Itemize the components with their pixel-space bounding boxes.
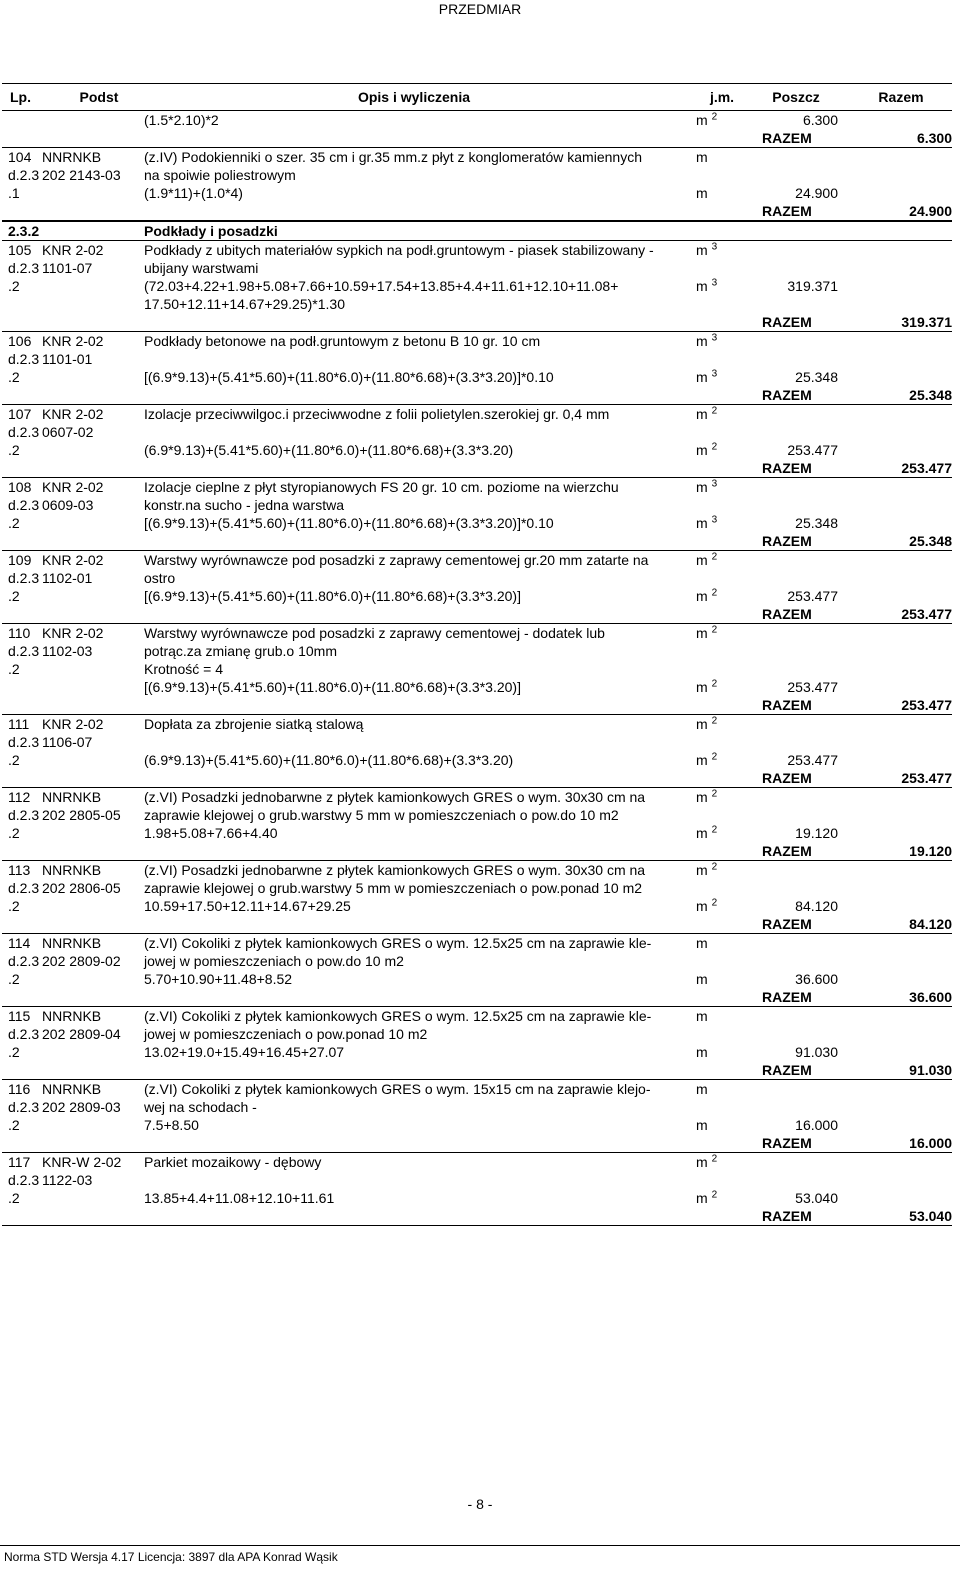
item-podst: 1106-07 xyxy=(42,734,93,750)
item-description: (z.VI) Cokoliki z płytek kamionkowych GRES o wym. 15x15 cm na zaprawie klejo- xyxy=(144,1081,651,1097)
item-lp: 107 xyxy=(8,406,32,422)
item-line xyxy=(2,715,952,733)
item-razem: RAZEM 84.120 xyxy=(762,916,952,932)
section-code: 2.3.2 xyxy=(8,223,40,239)
item-line xyxy=(2,1116,952,1134)
item-line xyxy=(2,1153,952,1171)
item-lp: .2 xyxy=(8,442,20,458)
top-calc-formula: (1.5*2.10)*2 xyxy=(144,112,219,128)
item-razem: RAZEM 16.000 xyxy=(762,1135,952,1151)
item-description: (z.IV) Podokienniki o szer. 35 cm i gr.35 mm.z płyt z konglomeratów kamiennych xyxy=(144,149,642,165)
item-lp: d.2.3 xyxy=(8,570,40,586)
header-posz: Poszcz xyxy=(772,89,820,105)
item-line xyxy=(2,934,952,952)
item-razem: RAZEM 91.030 xyxy=(762,1062,952,1078)
item-podst xyxy=(38,295,142,313)
section-row xyxy=(2,221,952,241)
item-line xyxy=(2,1043,952,1061)
item-line xyxy=(2,184,952,202)
item-lp: 104 xyxy=(8,149,32,165)
item-lp: 105 xyxy=(8,242,32,258)
item-podst: KNR 2-02 xyxy=(42,625,104,641)
item-line xyxy=(2,350,952,368)
item-description: (z.VI) Posadzki jednobarwne z płytek kamionkowych GRES o wym. 30x30 cm na xyxy=(144,789,646,805)
item-lp: d.2.3 xyxy=(8,351,40,367)
header-razem: Razem xyxy=(878,89,924,105)
item-description: ostro xyxy=(144,570,176,586)
item-description: Izolacje cieplne z płyt styropianowych FS 20 gr. 10 cm. poziome na wierzchu xyxy=(144,479,619,495)
item-line xyxy=(2,241,952,259)
item-line xyxy=(2,952,952,970)
item-formula: (6.9*9.13)+(5.41*5.60)+(11.80*6.0)+(11.80*6.68)+(3.3*3.20) xyxy=(144,442,514,458)
item-podst: NNRNKB xyxy=(42,149,102,165)
item-podst xyxy=(38,514,142,532)
item-line xyxy=(2,514,952,532)
item-value: 16.000 xyxy=(795,1117,838,1133)
item-podst: 202 2805-05 xyxy=(42,807,121,823)
item-record xyxy=(2,934,952,1007)
item-podst: 1101-07 xyxy=(42,260,93,276)
item-lp: .2 xyxy=(8,1044,20,1060)
item-unit: m xyxy=(696,1081,708,1097)
item-lp: d.2.3 xyxy=(8,807,40,823)
item-razem: RAZEM 25.348 xyxy=(762,533,952,549)
item-unit: m xyxy=(696,1008,708,1024)
item-lp: 110 xyxy=(8,625,31,641)
item-podst: 202 2809-03 xyxy=(42,1099,121,1115)
item-podst xyxy=(38,1189,142,1207)
item-description: Izolacje przeciwwilgoc.i przeciwwodne z folii polietylen.szerokiej gr. 0,4 mm xyxy=(144,406,610,422)
item-calc-unit: m xyxy=(696,971,708,987)
page-title: PRZEDMIAR xyxy=(438,1,522,17)
item-value: 319.371 xyxy=(787,278,838,294)
item-line xyxy=(2,277,952,295)
item-record xyxy=(2,715,952,788)
item-value: 253.477 xyxy=(787,442,838,458)
item-record xyxy=(2,332,952,405)
item-razem: RAZEM 253.477 xyxy=(762,606,952,622)
item-line xyxy=(2,788,952,806)
item-lp: 108 xyxy=(8,479,32,495)
item-description: Parkiet mozaikowy - dębowy xyxy=(144,1154,322,1170)
item-record xyxy=(2,1007,952,1080)
item-podst: 1102-03 xyxy=(42,643,93,659)
item-podst xyxy=(38,970,142,988)
item-lp: d.2.3 xyxy=(8,643,40,659)
section-title: Podkłady i posadzki xyxy=(144,223,278,239)
item-calc-unit: m $^2$ xyxy=(696,824,718,841)
license-text: Norma STD Wersja 4.17 Licencja: 3897 dla APA Konrad Wąsik xyxy=(4,1550,338,1564)
item-record xyxy=(2,861,952,934)
item-description: Dopłata za zbrojenie siatką stalową xyxy=(144,716,364,732)
item-lp: d.2.3 xyxy=(8,953,40,969)
item-formula: 13.02+19.0+15.49+16.45+27.07 xyxy=(144,1044,345,1060)
item-lp: .2 xyxy=(8,369,20,385)
item-line xyxy=(2,751,952,769)
item-lp: d.2.3 xyxy=(8,1026,40,1042)
item-formula: (6.9*9.13)+(5.41*5.60)+(11.80*6.0)+(11.80*6.68)+(3.3*3.20) xyxy=(144,752,514,768)
item-lp: .1 xyxy=(8,185,20,201)
item-podst xyxy=(38,751,142,769)
item-description: Podkłady betonowe na podł.gruntowym z betonu B 10 gr. 10 cm xyxy=(144,333,541,349)
item-description: ubijany warstwami xyxy=(144,260,259,276)
item-line xyxy=(2,441,952,459)
item-line xyxy=(2,678,952,696)
item-description: jowej w pomieszczeniach o pow.ponad 10 m2 xyxy=(144,1026,428,1042)
item-razem: RAZEM 19.120 xyxy=(762,843,952,859)
page-number: - 8 - xyxy=(467,1496,493,1512)
item-line xyxy=(2,551,952,569)
item-lp: 117 xyxy=(8,1154,31,1170)
item-value: 25.348 xyxy=(795,369,838,385)
item-podst xyxy=(38,897,142,915)
item-lp: 115 xyxy=(8,1008,31,1024)
item-formula: [(6.9*9.13)+(5.41*5.60)+(11.80*6.0)+(11.80*6.68)+(3.3*3.20)] xyxy=(144,588,521,604)
item-line xyxy=(2,1080,952,1098)
item-lp: .2 xyxy=(8,898,20,914)
item-podst: KNR 2-02 xyxy=(42,333,104,349)
item-lp: 114 xyxy=(8,935,31,951)
item-lp: d.2.3 xyxy=(8,424,40,440)
item-podst xyxy=(38,441,142,459)
item-line xyxy=(2,148,952,166)
item-description: potrąc.za zmianę grub.o 10mm xyxy=(144,643,337,659)
item-line xyxy=(2,405,952,423)
item-line xyxy=(2,166,952,184)
item-calc-unit: m $^3$ xyxy=(696,368,718,385)
item-lp: 112 xyxy=(8,789,31,805)
item-podst: 0609-03 xyxy=(42,497,94,513)
item-lp: d.2.3 xyxy=(8,260,40,276)
header-lp: Lp. xyxy=(10,89,31,105)
item-lp: d.2.3 xyxy=(8,1099,40,1115)
item-record xyxy=(2,241,952,332)
item-record xyxy=(2,551,952,624)
header-jm: j.m. xyxy=(709,89,735,105)
item-razem: RAZEM 253.477 xyxy=(762,460,952,476)
item-line xyxy=(2,879,952,897)
item-line xyxy=(2,1189,952,1207)
item-calc-unit: m $^3$ xyxy=(696,514,718,531)
item-formula: 17.50+12.11+14.67+29.25)*1.30 xyxy=(144,296,345,312)
item-line xyxy=(2,897,952,915)
item-unit: m $^3$ xyxy=(696,478,718,495)
item-formula: 13.85+4.4+11.08+12.10+11.61 xyxy=(144,1190,335,1206)
item-podst: 202 2809-04 xyxy=(42,1026,121,1042)
item-lp: .2 xyxy=(8,1117,20,1133)
item-unit: m $^2$ xyxy=(696,788,718,805)
item-lp: 109 xyxy=(8,552,32,568)
item-line xyxy=(2,259,952,277)
item-calc-unit: m $^2$ xyxy=(696,678,718,695)
item-line xyxy=(2,861,952,879)
item-lp: d.2.3 xyxy=(8,497,40,513)
item-value: 36.600 xyxy=(795,971,838,987)
item-lp: d.2.3 xyxy=(8,167,40,183)
item-line xyxy=(2,806,952,824)
item-unit: m $^2$ xyxy=(696,624,718,641)
item-podst: 1101-01 xyxy=(42,351,93,367)
item-line xyxy=(2,824,952,842)
item-description: (z.VI) Cokoliki z płytek kamionkowych GRES o wym. 12.5x25 cm na zaprawie kle- xyxy=(144,935,652,951)
item-value: 24.900 xyxy=(795,185,838,201)
item-razem: RAZEM 253.477 xyxy=(762,770,952,786)
item-podst: KNR 2-02 xyxy=(42,716,104,732)
item-calc-unit: m xyxy=(696,1044,708,1060)
item-record xyxy=(2,1153,952,1226)
item-podst: KNR 2-02 xyxy=(42,552,104,568)
item-lp xyxy=(2,678,38,696)
item-calc-unit: m $^2$ xyxy=(696,1189,718,1206)
item-line xyxy=(2,1025,952,1043)
item-record xyxy=(2,624,952,715)
item-podst: 202 2809-02 xyxy=(42,953,121,969)
item-lp: .2 xyxy=(8,752,20,768)
item-record xyxy=(2,1080,952,1153)
item-podst xyxy=(38,1116,142,1134)
item-unit: m $^2$ xyxy=(696,405,718,422)
item-value: 253.477 xyxy=(787,588,838,604)
item-lp: 116 xyxy=(8,1081,31,1097)
item-calc-unit: m xyxy=(696,1117,708,1133)
item-calc-unit: m $^2$ xyxy=(696,441,718,458)
item-description: wej na schodach - xyxy=(144,1099,257,1115)
item-lp xyxy=(2,295,38,313)
item-lp: d.2.3 xyxy=(8,1172,40,1188)
item-lp: .2 xyxy=(8,971,20,987)
item-podst xyxy=(38,678,142,696)
item-line xyxy=(2,642,952,660)
item-podst xyxy=(38,368,142,386)
item-podst: NNRNKB xyxy=(42,789,102,805)
item-value: 25.348 xyxy=(795,515,838,531)
item-unit: m $^2$ xyxy=(696,551,718,568)
item-line xyxy=(2,1171,952,1189)
item-lp: 111 xyxy=(8,716,30,732)
item-razem: RAZEM 319.371 xyxy=(762,314,952,330)
item-lp: .2 xyxy=(8,825,20,841)
top-calc-record xyxy=(2,111,952,148)
item-podst: NNRNKB xyxy=(42,1081,102,1097)
items-after-section xyxy=(2,241,952,1226)
item-podst xyxy=(38,660,142,678)
item-value: 19.120 xyxy=(795,825,838,841)
item-unit: m $^2$ xyxy=(696,1153,718,1170)
item-description: Warstwy wyrównawcze pod posadzki z zaprawy cementowej gr.20 mm zatarte na xyxy=(144,552,649,568)
item-description: Warstwy wyrównawcze pod posadzki z zaprawy cementowej - dodatek lub xyxy=(144,625,605,641)
item-podst: NNRNKB xyxy=(42,935,102,951)
item-formula: (1.9*11)+(1.0*4) xyxy=(144,185,243,201)
item-lp: .2 xyxy=(8,588,20,604)
item-line xyxy=(2,368,952,386)
footer-divider xyxy=(0,1545,960,1546)
estimate-table xyxy=(2,83,952,1226)
item-calc-unit: m xyxy=(696,185,708,201)
item-description: konstr.na sucho - jedna warstwa xyxy=(144,497,344,513)
item-formula: 10.59+17.50+12.11+14.67+29.25 xyxy=(144,898,351,914)
header-podst: Podst xyxy=(79,89,119,105)
item-line xyxy=(2,660,952,678)
item-line xyxy=(2,569,952,587)
item-line xyxy=(2,332,952,350)
item-podst: KNR-W 2-02 xyxy=(42,1154,122,1170)
item-razem: RAZEM 53.040 xyxy=(762,1208,952,1224)
item-calc-unit: m $^2$ xyxy=(696,751,718,768)
item-podst: 202 2143-03 xyxy=(42,167,121,183)
item-line xyxy=(2,1098,952,1116)
item-line xyxy=(2,970,952,988)
item-razem: RAZEM 24.900 xyxy=(762,203,952,219)
item-lp: .2 xyxy=(8,278,20,294)
item-podst: KNR 2-02 xyxy=(42,242,104,258)
item-formula: [(6.9*9.13)+(5.41*5.60)+(11.80*6.0)+(11.80*6.68)+(3.3*3.20)]*0.10 xyxy=(144,515,554,531)
item-podst: NNRNKB xyxy=(42,862,102,878)
item-description: zaprawie klejowej o grub.warstwy 5 mm w pomieszczeniach o pow.do 10 m2 xyxy=(144,807,619,823)
item-description: Podkłady z ubitych materiałów sypkich na podł.gruntowym - piasek stabilizowany - xyxy=(144,242,654,258)
item-record xyxy=(2,478,952,551)
item-lp: d.2.3 xyxy=(8,880,40,896)
item-line xyxy=(2,423,952,441)
item-line xyxy=(2,496,952,514)
item-formula: 7.5+8.50 xyxy=(144,1117,199,1133)
item-line xyxy=(2,587,952,605)
item-record xyxy=(2,148,952,221)
item-podst xyxy=(38,824,142,842)
item-podst: KNR 2-02 xyxy=(42,406,104,422)
top-calc-line xyxy=(2,111,952,129)
item-line xyxy=(2,478,952,496)
item-line xyxy=(2,624,952,642)
item-razem: RAZEM 253.477 xyxy=(762,697,952,713)
item-description: Krotność = 4 xyxy=(144,661,223,677)
top-calc-value: 6.300 xyxy=(802,112,838,128)
item-unit: m xyxy=(696,935,708,951)
item-podst xyxy=(38,1043,142,1061)
item-value: 91.030 xyxy=(795,1044,838,1060)
item-podst: NNRNKB xyxy=(42,1008,102,1024)
item-podst: 0607-02 xyxy=(42,424,94,440)
item-line xyxy=(2,1007,952,1025)
item-podst xyxy=(38,587,142,605)
item-podst: 202 2806-05 xyxy=(42,880,121,896)
item-line xyxy=(2,295,952,313)
item-record xyxy=(2,788,952,861)
item-lp: 113 xyxy=(8,862,31,878)
item-value: 84.120 xyxy=(795,898,838,914)
header-opis: Opis i wyliczenia xyxy=(357,89,471,105)
table-header xyxy=(2,83,952,111)
item-calc-unit: m $^2$ xyxy=(696,897,718,914)
item-value: 253.477 xyxy=(787,679,838,695)
item-unit: m $^2$ xyxy=(696,861,718,878)
item-unit: m $^3$ xyxy=(696,332,718,349)
item-description: (z.VI) Posadzki jednobarwne z płytek kamionkowych GRES o wym. 30x30 cm na xyxy=(144,862,646,878)
item-lp: .2 xyxy=(8,661,20,677)
items-before-section xyxy=(2,148,952,221)
item-description: (z.VI) Cokoliki z płytek kamionkowych GRES o wym. 12.5x25 cm na zaprawie kle- xyxy=(144,1008,652,1024)
item-razem: RAZEM 36.600 xyxy=(762,989,952,1005)
item-record xyxy=(2,405,952,478)
item-formula: 5.70+10.90+11.48+8.52 xyxy=(144,971,293,987)
item-unit: m $^2$ xyxy=(696,715,718,732)
item-lp: d.2.3 xyxy=(8,734,40,750)
item-unit: m $^3$ xyxy=(696,241,718,258)
item-lp: .2 xyxy=(8,1190,20,1206)
item-line xyxy=(2,733,952,751)
item-razem: RAZEM 25.348 xyxy=(762,387,952,403)
item-lp: 106 xyxy=(8,333,32,349)
item-lp: .2 xyxy=(8,515,20,531)
item-value: 253.477 xyxy=(787,752,838,768)
item-formula: [(6.9*9.13)+(5.41*5.60)+(11.80*6.0)+(11.80*6.68)+(3.3*3.20)] xyxy=(144,679,521,695)
item-description: zaprawie klejowej o grub.warstwy 5 mm w pomieszczeniach o pow.ponad 10 m2 xyxy=(144,880,643,896)
item-podst xyxy=(38,277,142,295)
item-description: jowej w pomieszczeniach o pow.do 10 m2 xyxy=(144,953,404,969)
item-unit: m xyxy=(696,149,708,165)
item-calc-unit: m $^3$ xyxy=(696,277,718,294)
item-podst xyxy=(38,184,142,202)
item-formula: [(6.9*9.13)+(5.41*5.60)+(11.80*6.0)+(11.80*6.68)+(3.3*3.20)]*0.10 xyxy=(144,369,554,385)
item-value: 53.040 xyxy=(795,1190,838,1206)
item-podst: KNR 2-02 xyxy=(42,479,104,495)
item-formula: 1.98+5.08+7.66+4.40 xyxy=(144,825,278,841)
item-calc-unit: m $^2$ xyxy=(696,587,718,604)
item-podst: 1102-01 xyxy=(42,570,93,586)
item-formula: (72.03+4.22+1.98+5.08+7.66+10.59+17.54+13.85+4.4+11.61+12.10+11.08+ xyxy=(144,278,619,294)
top-calc-unit: m $^2$ xyxy=(696,111,718,128)
item-description: na spoiwie poliestrowym xyxy=(144,167,296,183)
top-calc-razem: RAZEM 6.300 xyxy=(762,130,952,146)
item-podst: 1122-03 xyxy=(42,1172,93,1188)
